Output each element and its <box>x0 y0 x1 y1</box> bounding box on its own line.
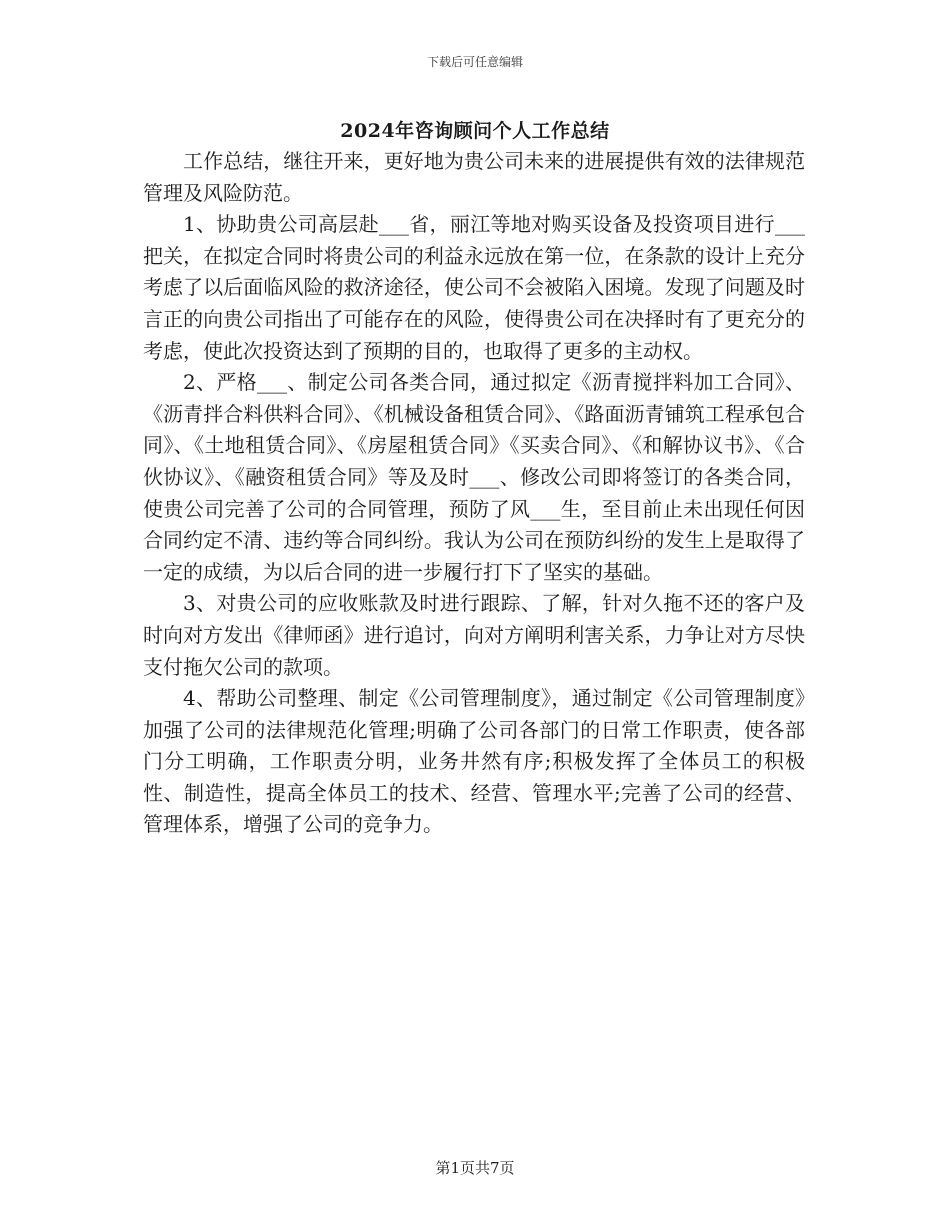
document-body <box>143 146 805 841</box>
paragraph-item-2: 2、严格___、制定公司各类合同，通过拟定《沥青搅拌料加工合同》、《沥青拌合料供料合同》、《机械设备租赁合同》、《路面沥青铺筑工程承包合同》、《土地租赁合同》、《房屋租赁合同》《买卖合同》、《和解协议书》、《合伙协议》、《融资租赁合同》等及及时___、修改公司即将签订的各类合同，使贵公司完善了公司的合同管理，预防了风___生，至目前止未出现任何因合同约定不清、违约等合同纠纷。我认为公司在预防纠纷的发生上是取得了一定的成绩，为以后合同的进一步履行打下了坚实的基础。 <box>143 370 805 584</box>
header-note: 下载后可任意编辑 <box>426 55 523 69</box>
document-title: 2024年咨询顾问个人工作总结 <box>340 120 610 142</box>
page-number: 第1页共7页 <box>435 1159 515 1177</box>
paragraph-item-1: 1、协助贵公司高层赴___省，丽江等地对购买设备及投资项目进行___把关，在拟定合同时将贵公司的利益永远放在第一位，在条款的设计上充分考虑了以后面临风险的救济途径，使公司不会被陷入困境。发现了问题及时言正的向贵公司指出了可能存在的风险，使得贵公司在决择时有了更充分的考虑，使此次投资达到了预期的目的，也取得了更多的主动权。 <box>143 212 805 363</box>
paragraph-item-3: 3、对贵公司的应收账款及时进行跟踪、了解，针对久拖不还的客户及时向对方发出《律师函》进行追讨，向对方阐明利害关系，力争让对方尽快支付拖欠公司的款项。 <box>143 591 805 679</box>
paragraph-item-4: 4、帮助公司整理、制定《公司管理制度》，通过制定《公司管理制度》加强了公司的法律规范化管理;明确了公司各部门的日常工作职责，使各部门分工明确，工作职责分明，业务井然有序;积极发挥了全体员工的积极性、制造性，提高全体员工的技术、经营、管理水平;完善了公司的经营、管理体系，增强了公司的竞争力。 <box>143 686 805 837</box>
paragraph-intro: 工作总结，继往开来，更好地为贵公司未来的进展提供有效的法律规范管理及风险防范。 <box>143 149 805 205</box>
